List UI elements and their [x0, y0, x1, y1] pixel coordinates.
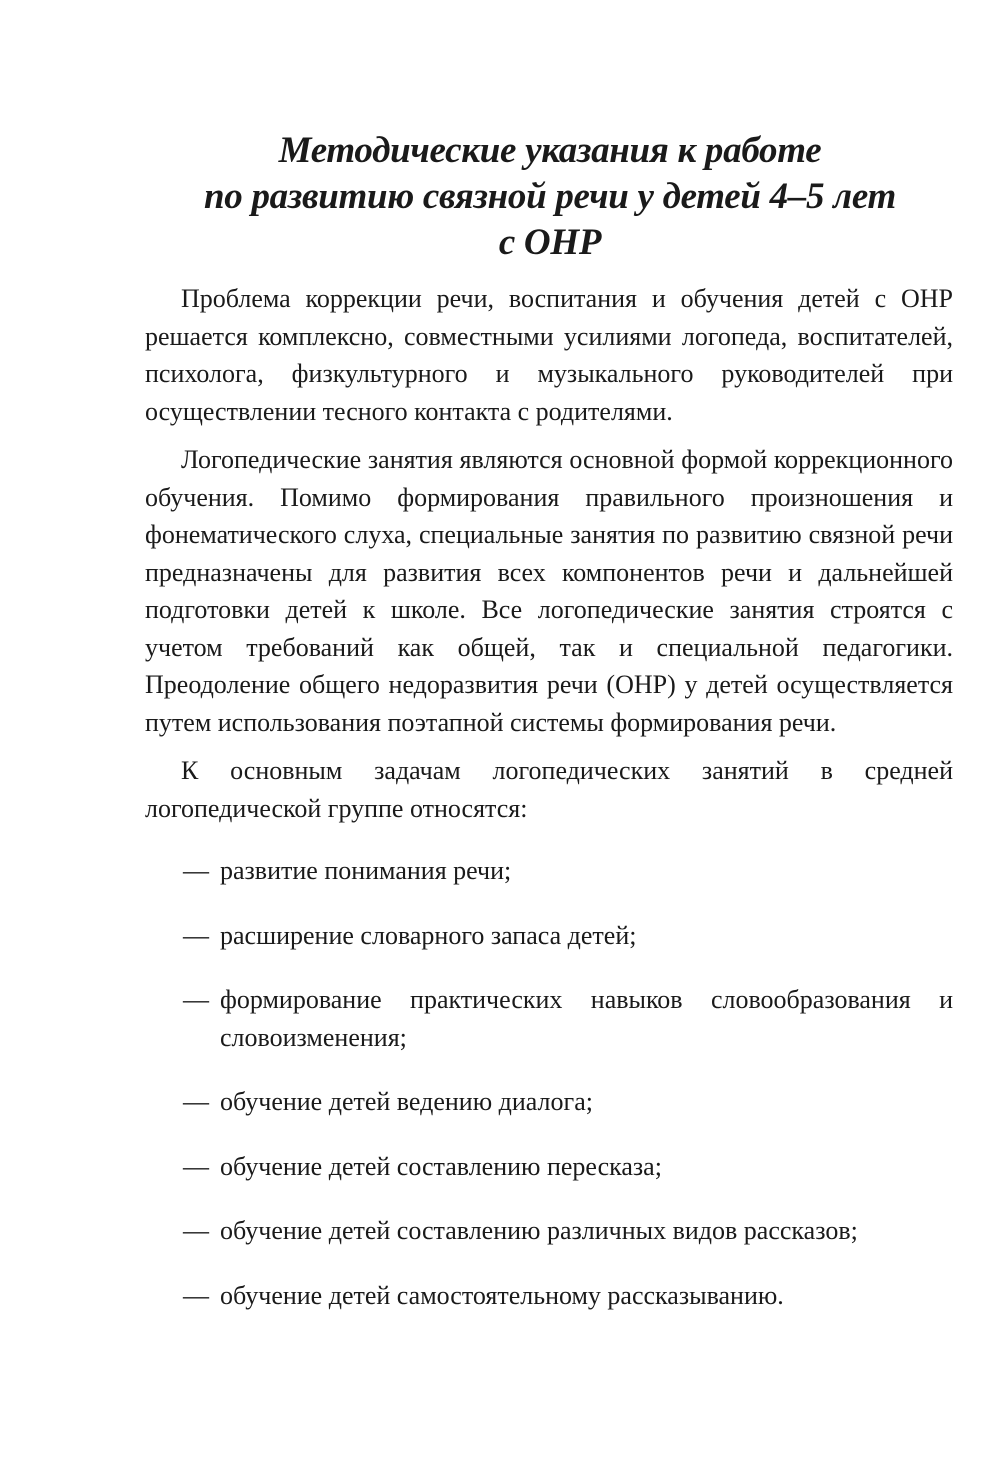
dash-marker: — — [183, 856, 209, 885]
dash-marker: — — [183, 1151, 209, 1181]
dash-marker: — — [183, 1280, 209, 1310]
list-item-text: развитие понимания речи; — [220, 856, 512, 885]
list-item — [145, 981, 953, 1056]
dash-marker: — — [183, 920, 209, 950]
dash-marker: — — [183, 985, 209, 1014]
list-item — [145, 852, 953, 890]
list-item — [145, 1148, 953, 1186]
title-line-3: с ОНР — [498, 222, 602, 263]
list-item-text: обучение детей составлению различных видов рассказов; — [220, 1216, 858, 1245]
tasks-list — [145, 852, 953, 1314]
list-item — [145, 1277, 953, 1315]
list-item — [145, 917, 953, 955]
title-line-2: по развитию связной речи у детей 4–5 лет — [204, 176, 896, 217]
page-title — [140, 128, 960, 266]
dash-marker: — — [183, 1216, 209, 1245]
list-item-text: обучение детей составлению пересказа; — [220, 1151, 662, 1181]
list-item — [145, 1083, 953, 1121]
paragraph-lessons: Логопедические занятия являются основной формой коррекционного обучения. Помимо формирования правильного произношения и фонематического слуха, специальные занятия по развитию связной речи предназначены для развития всех компонентов речи и дальнейшей подготовки детей к школе. Все логопедические занятия строятся с учетом требований как общей, так и специальной педагогики. Преодоление общего недоразвития речи (ОНР) у детей осуществляется путем использования поэтапной системы формирования речи. — [145, 445, 953, 737]
dash-marker: — — [183, 1087, 209, 1116]
list-item-text: расширение словарного запаса детей; — [220, 920, 637, 950]
paragraph-tasks-lead: К основным задачам логопедических занятий в средней логопедической группе относятся: — [145, 756, 953, 823]
list-item — [145, 1212, 953, 1250]
title-line-1: Методические указания к работе — [278, 130, 822, 171]
list-item-text: обучение детей ведению диалога; — [220, 1087, 593, 1116]
paragraph-intro: Проблема коррекции речи, воспитания и обучения детей с ОНР решается комплексно, совместными усилиями логопеда, воспитателей, психолога, физкультурного и музыкального руководителей при осуществлении тесного контакта с родителями. — [145, 284, 953, 426]
body-text — [145, 280, 953, 1341]
list-item-text: формирование практических навыков словообразования и словоизменения; — [220, 985, 953, 1052]
list-item-text: обучение детей самостоятельному рассказыванию. — [220, 1280, 784, 1310]
